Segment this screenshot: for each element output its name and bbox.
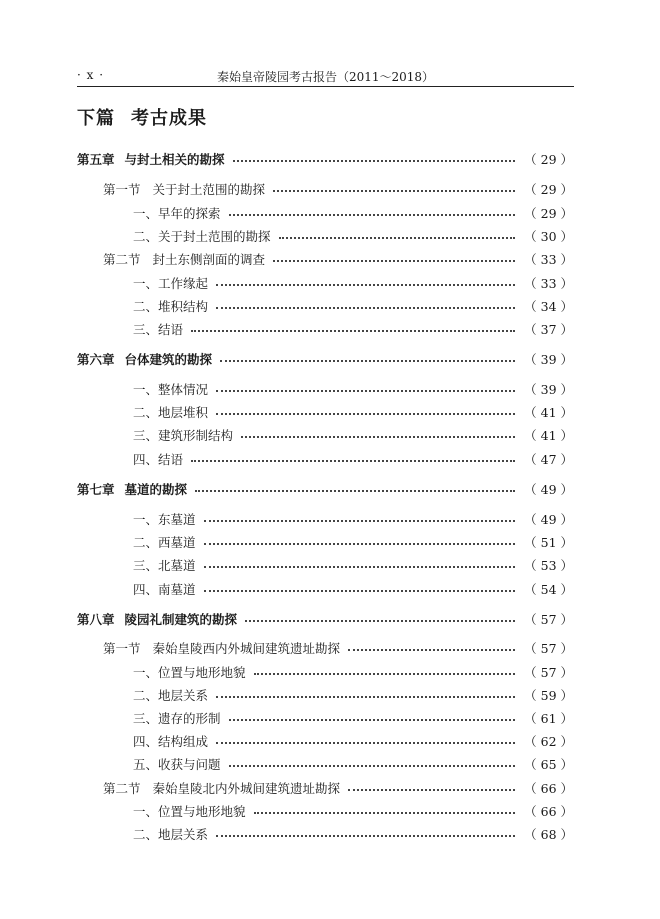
toc-entry-section <box>0 638 660 658</box>
dot-leader <box>279 237 515 239</box>
dot-leader <box>216 696 515 698</box>
toc-entry-label <box>133 825 208 843</box>
toc-entry-page: （ 53 ） <box>524 558 573 573</box>
toc-entry-title: 南墓道 <box>158 582 196 597</box>
toc-entry-number: 第六章 <box>77 352 115 367</box>
toc-entry-label <box>133 204 221 222</box>
toc-entry-item <box>0 731 660 751</box>
toc-entry-number: 一、 <box>133 804 159 819</box>
toc-entry-label <box>133 426 233 444</box>
dot-leader <box>220 360 515 362</box>
toc-entry-title: 结语 <box>158 322 184 337</box>
toc-entry-section <box>0 249 660 269</box>
toc-entry-number: 四、 <box>133 452 159 467</box>
toc-entry-number: 二、 <box>133 405 159 420</box>
toc-entry-label <box>133 663 246 681</box>
toc-entry-title: 建筑形制结构 <box>158 428 234 443</box>
toc-entry-item <box>0 555 660 575</box>
toc-entry-item <box>0 685 660 705</box>
toc-entry-item <box>0 708 660 728</box>
toc-entry-item <box>0 273 660 293</box>
toc-entry-chapter <box>0 149 660 169</box>
toc-entry-number: 第八章 <box>77 612 115 627</box>
toc-entry-page: （ 49 ） <box>524 482 573 497</box>
toc-entry-page: （ 47 ） <box>524 452 573 467</box>
toc-entry-number: 三、 <box>133 558 159 573</box>
toc-entry-number: 第七章 <box>77 482 115 497</box>
toc-entry-item <box>0 754 660 774</box>
toc-entry-title: 关于封土范围的勘探 <box>152 182 266 197</box>
toc-entry-label <box>133 580 196 598</box>
toc-entry-item <box>0 296 660 316</box>
toc-entry-item <box>0 532 660 552</box>
dot-leader <box>348 789 515 791</box>
toc-entry-title: 台体建筑的勘探 <box>124 352 213 367</box>
part-heading: 考古成果 <box>131 108 207 129</box>
part-label: 下篇 <box>77 108 115 129</box>
toc-entry-section <box>0 778 660 798</box>
dot-leader <box>229 719 515 721</box>
toc-entry-page: （ 62 ） <box>524 734 573 749</box>
toc-entry-title: 秦始皇陵西内外城间建筑遗址勘探 <box>152 641 341 656</box>
toc-entry-title: 收获与问题 <box>158 757 221 772</box>
toc-entry-item <box>0 662 660 682</box>
dot-leader <box>216 307 515 309</box>
dot-leader <box>204 520 515 522</box>
toc-entry-label <box>133 556 196 574</box>
toc-entry-title: 封土东侧剖面的调查 <box>152 252 266 267</box>
dot-leader <box>191 330 515 332</box>
dot-leader <box>204 590 515 592</box>
toc-entry-label <box>77 610 237 628</box>
toc-entry-title: 位置与地形地貌 <box>158 665 246 680</box>
toc-entry-number: 第一节 <box>103 182 141 197</box>
toc-entry-label <box>133 380 208 398</box>
toc-entry-label <box>133 533 196 551</box>
toc-entry-number: 一、 <box>133 665 159 680</box>
toc-entry-title: 结语 <box>158 452 184 467</box>
toc-entry-page: （ 41 ） <box>524 405 573 420</box>
dot-leader <box>273 260 515 262</box>
toc-entry-title: 位置与地形地貌 <box>158 804 246 819</box>
toc-entry-title: 与封土相关的勘探 <box>124 152 225 167</box>
toc-entry-number: 四、 <box>133 734 159 749</box>
toc-entry-item <box>0 379 660 399</box>
toc-entry-page: （ 34 ） <box>524 299 573 314</box>
toc-entry-title: 遗存的形制 <box>158 711 221 726</box>
toc-entry-page: （ 33 ） <box>524 276 573 291</box>
dot-leader <box>204 566 515 568</box>
toc-entry-title: 地层关系 <box>158 688 209 703</box>
part-title <box>77 104 207 130</box>
toc-entry-page: （ 29 ） <box>524 182 573 197</box>
toc-entry-page: （ 57 ） <box>524 665 573 680</box>
toc-entry-item <box>0 579 660 599</box>
dot-leader <box>229 765 515 767</box>
toc-entry-item <box>0 449 660 469</box>
dot-leader <box>216 835 515 837</box>
dot-leader <box>191 460 515 462</box>
toc-entry-label <box>133 709 221 727</box>
dot-leader <box>254 812 515 814</box>
toc-entry-title: 工作缘起 <box>158 276 209 291</box>
dot-leader <box>216 742 515 744</box>
dot-leader <box>273 190 515 192</box>
toc-entry-label <box>103 180 265 198</box>
running-title: 秦始皇帝陵园考古报告（2011～2018） <box>216 70 435 84</box>
toc-entry-page: （ 37 ） <box>524 322 573 337</box>
toc-entry-number: 二、 <box>133 688 159 703</box>
toc-entry-label <box>133 510 196 528</box>
toc-entry-page: （ 68 ） <box>524 827 573 842</box>
toc-entry-page: （ 61 ） <box>524 711 573 726</box>
toc-entry-number: 二、 <box>133 827 159 842</box>
toc-entry-number: 第二节 <box>103 252 141 267</box>
page-number: · x · <box>77 68 105 82</box>
toc-entry-number: 二、 <box>133 535 159 550</box>
toc-entry-page: （ 39 ） <box>524 382 573 397</box>
toc-entry-title: 地层堆积 <box>158 405 209 420</box>
toc-entry-number: 三、 <box>133 428 159 443</box>
toc-entry-title: 墓道的勘探 <box>124 482 188 497</box>
dot-leader <box>216 413 515 415</box>
dot-leader <box>216 284 515 286</box>
toc-entry-item <box>0 402 660 422</box>
toc-entry-page: （ 29 ） <box>524 206 573 221</box>
toc-entry-page: （ 66 ） <box>524 781 573 796</box>
toc-entry-number: 二、 <box>133 229 159 244</box>
toc-entry-page: （ 65 ） <box>524 757 573 772</box>
toc-entry-chapter <box>0 349 660 369</box>
toc-entry-chapter <box>0 479 660 499</box>
toc-entry-title: 早年的探索 <box>158 206 221 221</box>
toc-entry-page: （ 39 ） <box>524 352 573 367</box>
toc-entry-item <box>0 203 660 223</box>
toc-entry-item <box>0 226 660 246</box>
toc-entry-label <box>77 480 187 498</box>
toc-entry-label <box>133 297 208 315</box>
toc-entry-title: 西墓道 <box>158 535 196 550</box>
toc-entry-label <box>77 350 212 368</box>
dot-leader <box>204 543 515 545</box>
toc-entry-number: 四、 <box>133 582 159 597</box>
toc-entry-title: 陵园礼制建筑的勘探 <box>124 612 238 627</box>
toc-entry-label <box>133 403 208 421</box>
toc-entry-page: （ 57 ） <box>524 641 573 656</box>
dot-leader <box>348 649 515 651</box>
toc-entry-title: 地层关系 <box>158 827 209 842</box>
toc-entry-title: 关于封土范围的勘探 <box>158 229 271 244</box>
toc-entry-number: 第一节 <box>103 641 141 656</box>
dot-leader <box>233 160 515 162</box>
toc-entry-title: 北墓道 <box>158 558 196 573</box>
toc-entry-item <box>0 509 660 529</box>
toc-entry-label <box>77 150 225 168</box>
toc-entry-number: 一、 <box>133 382 159 397</box>
toc-entry-item <box>0 824 660 844</box>
dot-leader <box>216 390 515 392</box>
toc-entry-section <box>0 179 660 199</box>
toc-entry-item <box>0 425 660 445</box>
toc-entry-number: 三、 <box>133 711 159 726</box>
toc-entry-page: （ 33 ） <box>524 252 573 267</box>
running-header <box>77 66 574 87</box>
toc-entry-label <box>133 802 246 820</box>
toc-entry-page: （ 66 ） <box>524 804 573 819</box>
toc-entry-page: （ 51 ） <box>524 535 573 550</box>
dot-leader <box>241 436 515 438</box>
toc-entry-item <box>0 801 660 821</box>
dot-leader <box>245 620 515 622</box>
toc-entry-title: 堆积结构 <box>158 299 209 314</box>
toc-entry-label <box>133 450 183 468</box>
toc-entry-number: 第五章 <box>77 152 115 167</box>
toc-entry-page: （ 30 ） <box>524 229 573 244</box>
toc-entry-number: 三、 <box>133 322 159 337</box>
toc-entry-page: （ 59 ） <box>524 688 573 703</box>
toc-entry-page: （ 29 ） <box>524 152 573 167</box>
toc-entry-page: （ 49 ） <box>524 512 573 527</box>
toc-entry-number: 第二节 <box>103 781 141 796</box>
toc-entry-label <box>133 686 208 704</box>
toc-entry-label <box>103 779 340 797</box>
toc-entry-chapter <box>0 609 660 629</box>
toc-entry-page: （ 41 ） <box>524 428 573 443</box>
toc-entry-label <box>133 732 208 750</box>
toc-entry-page: （ 54 ） <box>524 582 573 597</box>
toc-entry-number: 一、 <box>133 206 159 221</box>
toc-entry-label <box>133 320 183 338</box>
toc-entry-label <box>133 755 221 773</box>
toc-entry-title: 结构组成 <box>158 734 209 749</box>
toc-entry-number: 一、 <box>133 512 159 527</box>
toc-entry-label <box>133 274 208 292</box>
dot-leader <box>254 673 515 675</box>
toc-entry-item <box>0 319 660 339</box>
toc-entry-number: 二、 <box>133 299 159 314</box>
toc-entry-label <box>133 227 271 245</box>
toc-entry-number: 五、 <box>133 757 159 772</box>
toc-entry-title: 秦始皇陵北内外城间建筑遗址勘探 <box>152 781 341 796</box>
dot-leader <box>229 214 515 216</box>
toc-entry-label <box>103 639 340 657</box>
toc-entry-title: 整体情况 <box>158 382 209 397</box>
toc-entry-title: 东墓道 <box>158 512 196 527</box>
dot-leader <box>195 490 515 492</box>
toc-entry-number: 一、 <box>133 276 159 291</box>
toc-entry-page: （ 57 ） <box>524 612 573 627</box>
toc-entry-label <box>103 250 265 268</box>
